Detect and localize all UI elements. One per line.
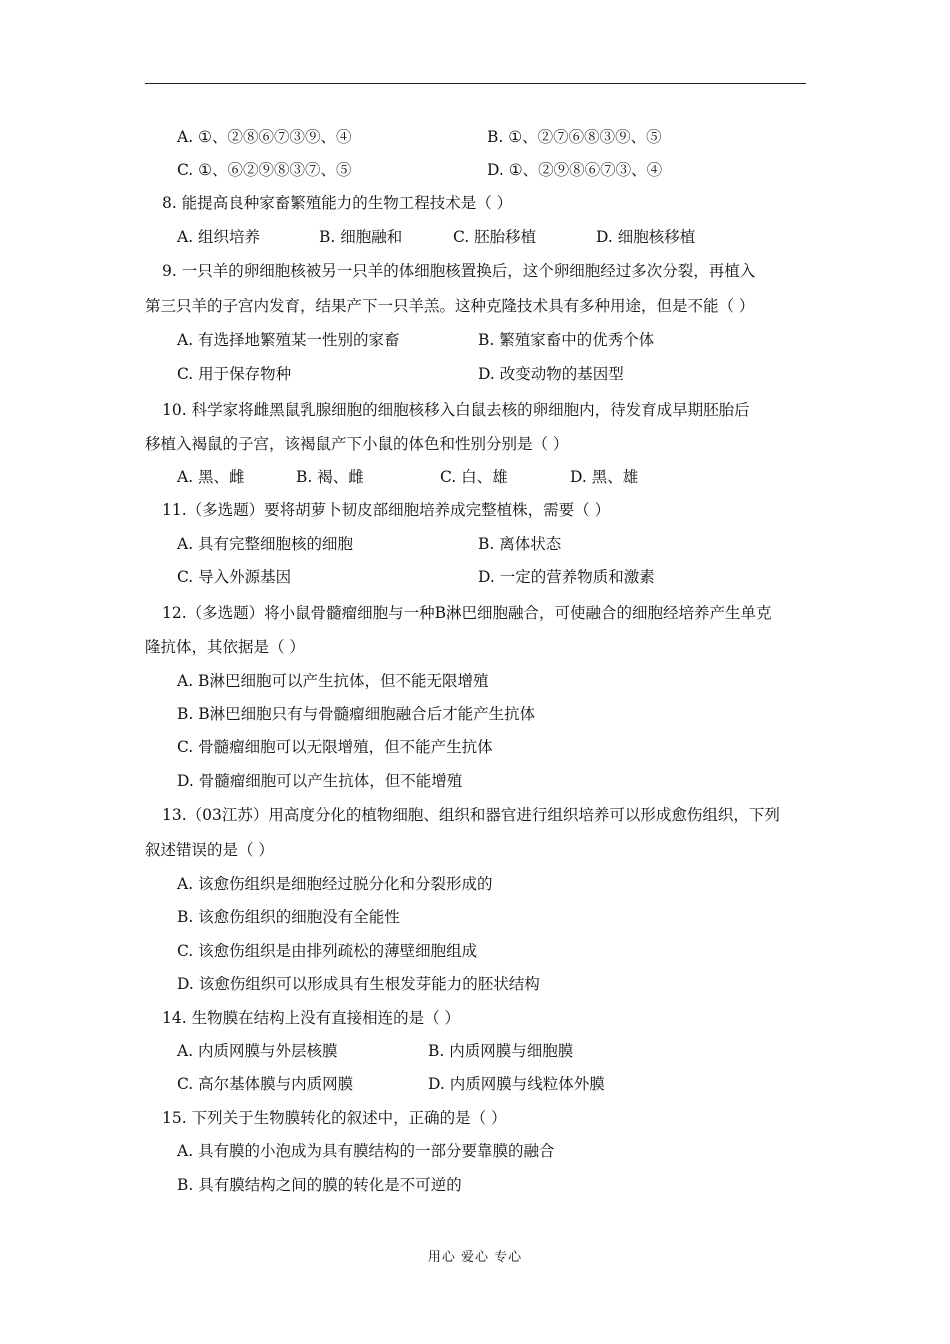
q11-option-b: B. 离体状态 [478, 535, 562, 553]
q8-option-c: C. 胚胎移植 [453, 228, 537, 246]
q12-stem-line1: 12.（多选题）将小鼠骨髓瘤细胞与一种B淋巴细胞融合，可使融合的细胞经培养产生单克 [162, 604, 772, 622]
q11-option-a: A. 具有完整细胞核的细胞 [177, 535, 354, 553]
q13-stem-line1: 13.（03江苏）用高度分化的植物细胞、组织和器官进行组织培养可以形成愈伤组织，下列 [162, 806, 780, 824]
q14-option-d: D. 内质网膜与线粒体外膜 [428, 1075, 605, 1093]
q15-stem: 15. 下列关于生物膜转化的叙述中，正确的是（ ） [162, 1109, 507, 1127]
q12-option-c: C. 骨髓瘤细胞可以无限增殖，但不能产生抗体 [177, 738, 493, 756]
q10-stem-line1: 10. 科学家将雌黑鼠乳腺细胞的细胞核移入白鼠去核的卵细胞内，待发育成早期胚胎后 [162, 401, 750, 419]
q14-option-c: C. 高尔基体膜与内质网膜 [177, 1075, 354, 1093]
q7-option-c: C. ①、⑥②⑨⑧③⑦、⑤ [177, 161, 352, 179]
q13-option-a: A. 该愈伤组织是细胞经过脱分化和分裂形成的 [177, 875, 493, 893]
q14-stem: 14. 生物膜在结构上没有直接相连的是（ ） [162, 1009, 461, 1027]
q9-option-b: B. 繁殖家畜中的优秀个体 [478, 331, 655, 349]
page-footer: 用心 爱心 专心 [427, 1250, 523, 1265]
q12-option-d: D. 骨髓瘤细胞可以产生抗体，但不能增殖 [177, 772, 463, 790]
q9-option-d: D. 改变动物的基因型 [478, 365, 624, 383]
q12-option-b: B. B淋巴细胞只有与骨髓瘤细胞融合后才能产生抗体 [177, 705, 536, 723]
q13-option-b: B. 该愈伤组织的细胞没有全能性 [177, 908, 400, 926]
q10-option-d: D. 黑、雄 [570, 468, 639, 486]
q15-option-b: B. 具有膜结构之间的膜的转化是不可逆的 [177, 1176, 462, 1194]
q14-option-b: B. 内质网膜与细胞膜 [428, 1042, 574, 1060]
q10-option-a: A. 黑、雌 [177, 468, 245, 486]
q9-stem-line2: 第三只羊的子宫内发育，结果产下一只羊羔。这种克隆技术具有多种用途，但是不能（ ） [145, 297, 755, 315]
q8-option-b: B. 细胞融和 [319, 228, 403, 246]
q8-option-d: D. 细胞核移植 [596, 228, 696, 246]
q7-option-b: B. ①、②⑦⑥⑧③⑨、⑤ [487, 128, 662, 146]
q12-stem-line2: 隆抗体，其依据是（ ） [145, 638, 305, 656]
q11-option-c: C. 导入外源基因 [177, 568, 292, 586]
header-rule [145, 83, 806, 84]
q10-stem-line2: 移植入褐鼠的子宫，该褐鼠产下小鼠的体色和性别分别是（ ） [145, 435, 569, 453]
q13-stem-line2: 叙述错误的是（ ） [145, 841, 274, 859]
q8-stem: 8. 能提高良种家畜繁殖能力的生物工程技术是（ ） [162, 194, 513, 212]
q9-stem-line1: 9. 一只羊的卵细胞核被另一只羊的体细胞核置换后，这个卵细胞经过多次分裂，再植入 [162, 262, 756, 280]
q15-option-a: A. 具有膜的小泡成为具有膜结构的一部分要靠膜的融合 [177, 1142, 555, 1160]
q9-option-a: A. 有选择地繁殖某一性别的家畜 [177, 331, 400, 349]
q7-option-d: D. ①、②⑨⑧⑥⑦③、④ [487, 161, 663, 179]
q14-option-a: A. 内质网膜与外层核膜 [177, 1042, 338, 1060]
q11-stem: 11.（多选题）要将胡萝卜韧皮部细胞培养成完整植株，需要（ ） [162, 501, 611, 519]
q9-option-c: C. 用于保存物种 [177, 365, 292, 383]
q10-option-c: C. 白、雄 [440, 468, 508, 486]
q13-option-d: D. 该愈伤组织可以形成具有生根发芽能力的胚状结构 [177, 975, 540, 993]
q7-option-a: A. ①、②⑧⑥⑦③⑨、④ [177, 128, 352, 146]
q8-option-a: A. 组织培养 [177, 228, 261, 246]
q10-option-b: B. 褐、雌 [296, 468, 364, 486]
q12-option-a: A. B淋巴细胞可以产生抗体，但不能无限增殖 [177, 672, 489, 690]
q11-option-d: D. 一定的营养物质和激素 [478, 568, 655, 586]
q13-option-c: C. 该愈伤组织是由排列疏松的薄壁细胞组成 [177, 942, 478, 960]
